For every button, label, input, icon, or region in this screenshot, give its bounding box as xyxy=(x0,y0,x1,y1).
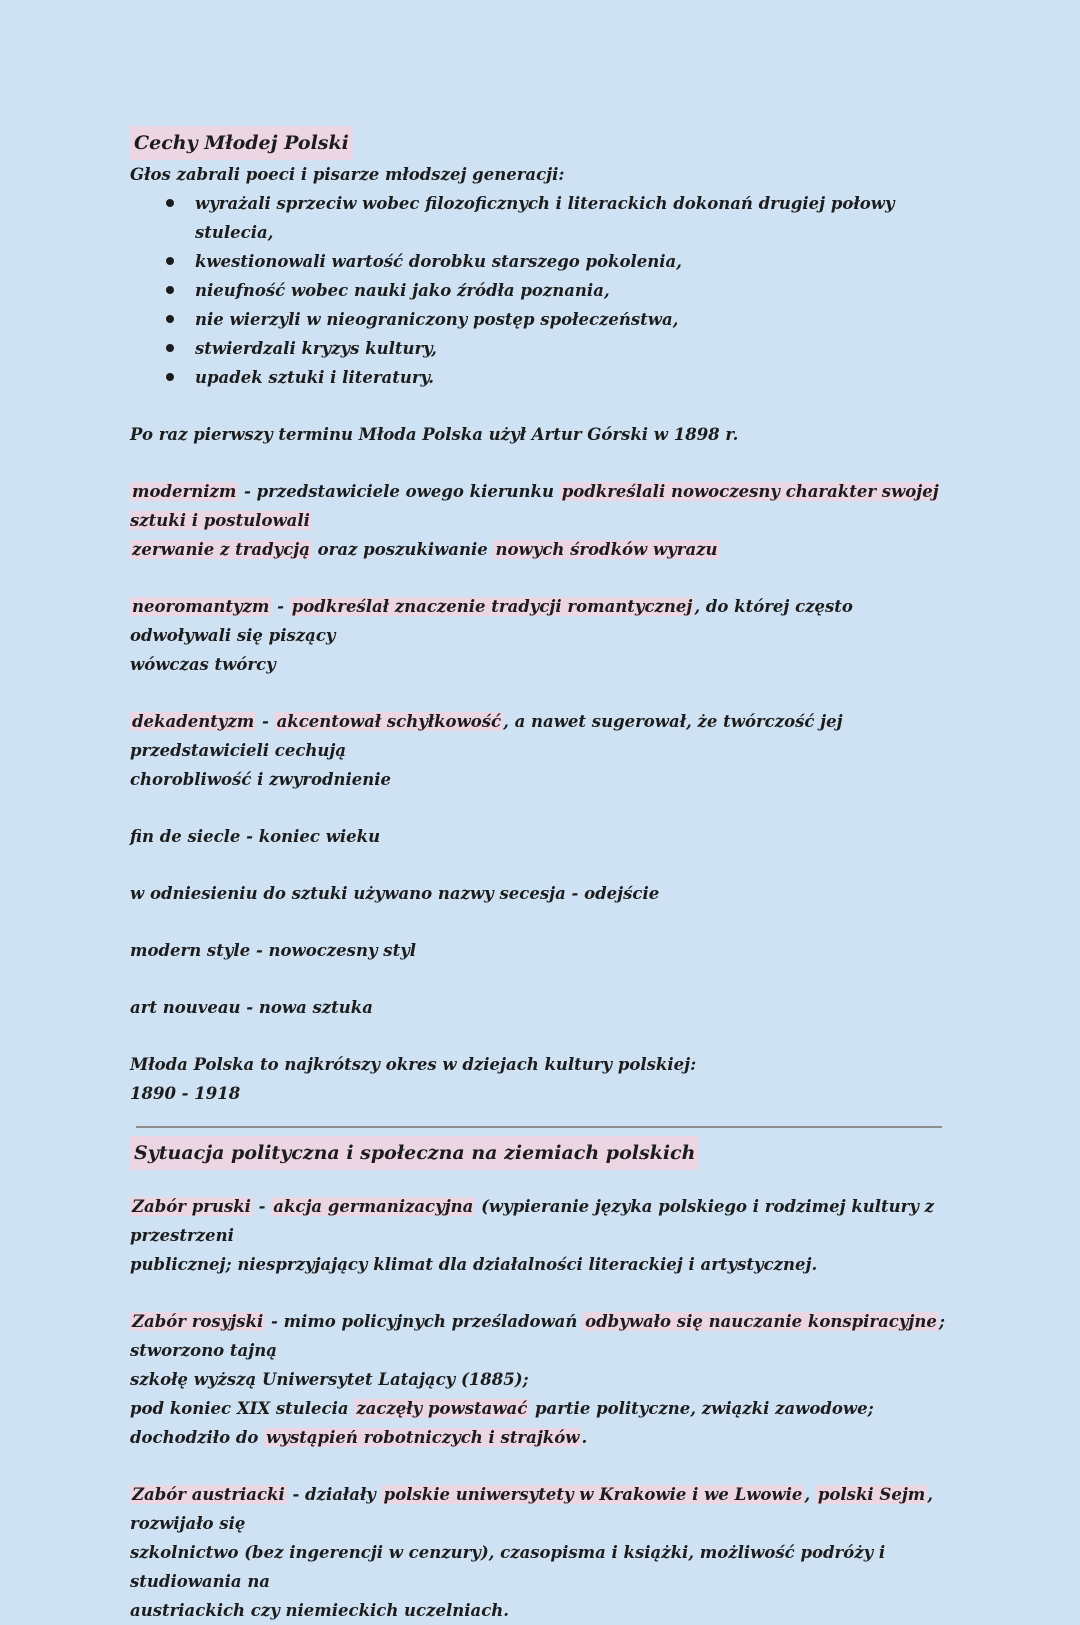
shortest-period-note: Młoda Polska to najkrótszy okres w dziejach kultury polskiej: xyxy=(130,1055,697,1074)
bullet-icon xyxy=(166,315,174,323)
term-dekadentyzm: dekadentyzm xyxy=(132,712,255,731)
list-item: kwestionowali wartość dorobku starszego pokolenia, xyxy=(166,247,950,276)
bullet-icon xyxy=(166,373,174,381)
term-neoromantyzm: neoromantyzm xyxy=(132,597,270,616)
definition-secesja: w odniesieniu do sztuki używano nazwy secesja - odejście xyxy=(130,884,660,903)
section-heading-cechy: Cechy Młodej Polski xyxy=(130,126,353,160)
definition-modernizm: modernizm - przedstawiciele owego kierunku podkreślali nowoczesny charakter swojej sztuki i postulowali zerwanie z tradycją oraz poszukiwanie nowych środków wyrazu xyxy=(130,482,939,559)
intro-text: Głos zabrali poeci i pisarze młodszej generacji: xyxy=(130,165,565,184)
definition-art-nouveau: art nouveau - nowa sztuka xyxy=(130,998,373,1017)
bullet-icon xyxy=(166,344,174,352)
bullet-icon xyxy=(166,286,174,294)
bullet-icon xyxy=(166,199,174,207)
features-list xyxy=(130,189,950,392)
paragraph-zabor-austriacki: Zabór austriacki - działały polskie uniwersytety w Krakowie i we Lwowie , polski Sejm , rozwijało się szkolnictwo (bez ingerencji w cenzury), czasopisma i książki, możliwość podróży i studiowania na austriackich czy niemieckich uczelniach. xyxy=(130,1485,934,1620)
list-item: upadek sztuki i literatury. xyxy=(166,363,950,392)
bullet-icon xyxy=(166,257,174,265)
first-use-note: Po raz pierwszy terminu Młoda Polska użył Artur Górski w 1898 r. xyxy=(130,425,739,444)
definition-fin-de-siecle: fin de siecle - koniec wieku xyxy=(130,827,381,846)
paragraph-zabor-rosyjski: Zabór rosyjski - mimo policyjnych prześladowań odbywało się nauczanie konspiracyjne ; stworzono tajną szkołę wyższą Uniwersytet Latający (1885); pod koniec XIX stulecia zaczęły powstawać partie polityczne, związki zawodowe; dochodziło do wystąpień robotniczych i strajków . xyxy=(130,1312,945,1447)
list-item: stwierdzali kryzys kultury, xyxy=(166,334,950,363)
paragraph-zabor-pruski: Zabór pruski - akcja germanizacyjna (wypieranie języka polskiego i rodzimej kultury z przestrzeni publicznej; niesprzyjający klimat dla działalności literackiej i artystycznej. xyxy=(130,1197,935,1274)
years-range: 1890 - 1918 xyxy=(130,1084,241,1103)
definition-modern-style: modern style - nowoczesny styl xyxy=(130,941,417,960)
section-divider xyxy=(136,1126,942,1128)
list-item: nieufność wobec nauki jako źródła poznania, xyxy=(166,276,950,305)
list-item: wyrażali sprzeciw wobec filozoficznych i literackich dokonań drugiej połowy stulecia, xyxy=(166,189,950,247)
list-item: nie wierzyli w nieograniczony postęp społeczeństwa, xyxy=(166,305,950,334)
definition-neoromantyzm: neoromantyzm - podkreślał znaczenie tradycji romantycznej , do której często odwoływali się piszący wówczas twórcy xyxy=(130,597,853,674)
section-heading-sytuacja: Sytuacja polityczna i społeczna na ziemiach polskich xyxy=(130,1136,699,1170)
document-page xyxy=(130,126,950,1625)
definition-dekadentyzm: dekadentyzm - akcentował schyłkowość , a nawet sugerował, że twórczość jej przedstawicieli cechują chorobliwość i zwyrodnienie xyxy=(130,712,843,789)
term-modernizm: modernizm xyxy=(132,482,237,501)
